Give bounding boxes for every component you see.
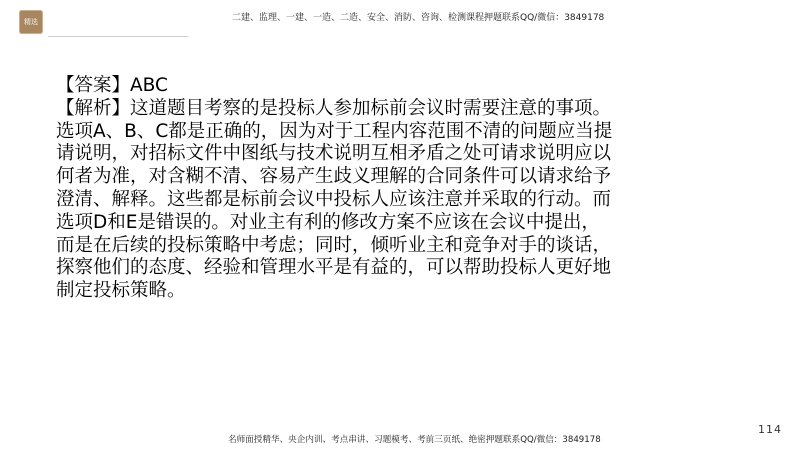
header-divider (48, 36, 188, 37)
analysis-paragraph: 【解析】这道题目考察的是投标人参加标前会议时需要注意的事项。选项A、B、C都是正确的，因为对于工程内容范围不清的问题应当提请说明，对招标文件中图纸与技术说明互相矛盾之处可请求说明应以何者为准，对含糊不清、容易产生歧义理解的合同条件可以请求给予澄清、解释。这些都是标前会议中投标人应该注意并采取的行动。而选项D和E是错误的。对业主有利的修改方案不应该在会议中提出，而是在后续的投标策略中考虑；同时，倾听业主和竞争对手的谈话，探察他们的态度、经验和管理水平是有益的，可以帮助投标人更好地制定投标策略。 (56, 97, 613, 302)
header-contact-text: 二建、监理、一建、一造、二造、安全、消防、咨询、检测课程押题联系QQ/微信：3849178 (232, 13, 605, 23)
answer-line: 【答案】ABC (56, 75, 168, 96)
footer-contact-text: 名师面授精华、央企内训、考点串讲、习题模考、考前三页纸、绝密押题联系QQ/微信：3849178 (228, 435, 601, 445)
page-number: 114 (758, 423, 782, 436)
brand-logo: 精选 (19, 10, 43, 34)
answer-content (56, 75, 616, 303)
